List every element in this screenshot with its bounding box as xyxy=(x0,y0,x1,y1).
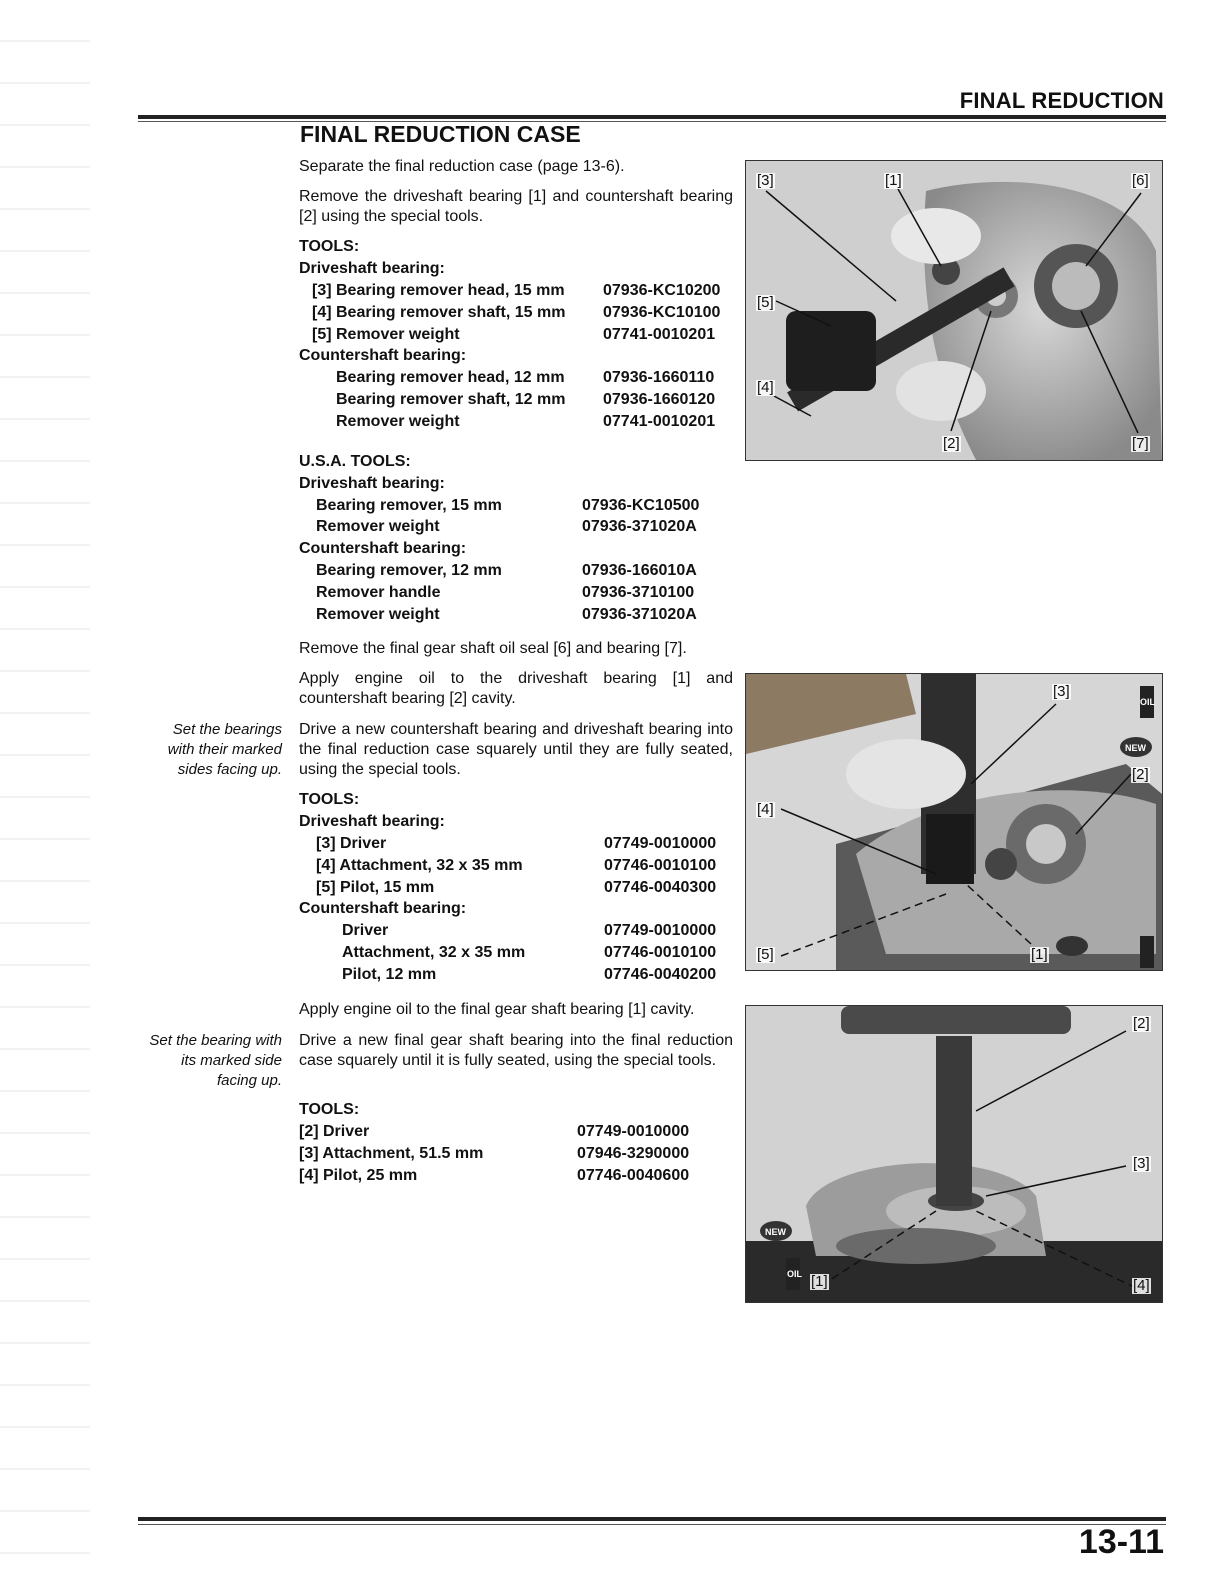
callout-label: [1] xyxy=(811,1273,828,1290)
tool-part-number: 07936-1660110 xyxy=(603,369,715,386)
tool-row xyxy=(299,1123,719,1145)
paragraph-drive-final-bearing: Drive a new final gear shaft bearing into the final reduction case squarely until it is fully seated, using the special tools. xyxy=(299,1032,733,1069)
tool-part-number: 07936-166010A xyxy=(582,562,697,579)
tool-name: [5] Pilot, 15 mm xyxy=(316,879,435,896)
usa-tools-heading: U.S.A. TOOLS: xyxy=(299,453,411,470)
tool-name: [3] Bearing remover head, 15 mm xyxy=(312,282,565,299)
tool-part-number: 07936-1660120 xyxy=(603,391,716,408)
tool-part-number: 07746-0040200 xyxy=(604,966,717,983)
tool-name: [3] Attachment, 51.5 mm xyxy=(299,1145,484,1162)
tool-part-number: 07749-0010000 xyxy=(604,922,717,939)
tool-row xyxy=(316,518,736,540)
side-note-bearings xyxy=(122,720,282,780)
paragraph-remove-oil-seal: Remove the final gear shaft oil seal [6] and bearing [7]. xyxy=(299,640,687,657)
tool-name: Remover handle xyxy=(316,584,441,601)
tool-name: [4] Pilot, 25 mm xyxy=(299,1167,418,1184)
tool-row xyxy=(342,944,742,966)
tool-row xyxy=(316,497,736,519)
paragraph-drive-bearings: Drive a new countershaft bearing and driveshaft bearing into the final reduction case squarely until they are fully seated, using the special tools. xyxy=(299,721,733,778)
tool-row xyxy=(312,304,742,326)
tool-name: Bearing remover head, 12 mm xyxy=(336,369,565,386)
footer-rule xyxy=(138,1517,1166,1521)
footer-rule-thin xyxy=(138,1524,1166,1525)
tool-row xyxy=(336,369,746,391)
paragraph-remove-bearings: Remove the driveshaft bearing [1] and countershaft bearing [2] using the special tools. xyxy=(299,188,733,225)
tool-part-number: 07936-371020A xyxy=(582,606,697,623)
header-rule xyxy=(138,115,1166,119)
side-note-line: sides facing up. xyxy=(177,761,282,778)
callout-label: [4] xyxy=(757,379,774,396)
tool-row xyxy=(316,606,736,628)
side-note-bearing xyxy=(122,1031,282,1091)
side-note-line: facing up. xyxy=(216,1072,282,1089)
figure-final-bearing-install-illustration xyxy=(746,1006,1162,1302)
callout-label: [4] xyxy=(1133,1277,1150,1294)
tool-name: Remover weight xyxy=(336,413,460,430)
tools-group-label: Countershaft bearing: xyxy=(299,347,467,364)
tool-row xyxy=(312,326,742,348)
tool-name: Driver xyxy=(342,922,389,939)
figure-bearing-install xyxy=(745,673,1163,971)
tool-part-number: 07741-0010201 xyxy=(603,326,716,343)
tools-group-label: Countershaft bearing: xyxy=(299,540,467,557)
callout-label: [2] xyxy=(1133,1015,1150,1032)
figure-bearing-removal-illustration xyxy=(746,161,1162,460)
tool-row xyxy=(299,1145,719,1167)
tools-group-label: Driveshaft bearing: xyxy=(299,260,445,277)
tool-part-number: 07936-KC10200 xyxy=(603,282,721,299)
tool-name: [2] Driver xyxy=(299,1123,370,1140)
tool-row xyxy=(316,584,736,606)
tool-name: [4] Attachment, 32 x 35 mm xyxy=(316,857,523,874)
tool-name: Pilot, 12 mm xyxy=(342,966,437,983)
callout-label: [5] xyxy=(757,294,774,311)
callout-label: [7] xyxy=(1132,435,1149,452)
callout-label: [4] xyxy=(757,801,774,818)
side-note-line: Set the bearing with xyxy=(149,1032,282,1049)
tool-part-number: 07936-371020A xyxy=(582,518,697,535)
scan-edge-noise xyxy=(0,0,90,1584)
tool-part-number: 07746-0040300 xyxy=(604,879,717,896)
callout-label: [1] xyxy=(885,172,902,189)
tool-row xyxy=(316,857,736,879)
tool-part-number: 07946-3290000 xyxy=(577,1145,690,1162)
oil-mark: OIL xyxy=(787,1269,802,1279)
tool-name: Bearing remover shaft, 12 mm xyxy=(336,391,566,408)
callout-label: [5] xyxy=(757,946,774,963)
tool-part-number: 07749-0010000 xyxy=(604,835,717,852)
paragraph-apply-oil-final: Apply engine oil to the final gear shaft bearing [1] cavity. xyxy=(299,1001,695,1018)
side-note-line: its marked side xyxy=(181,1052,282,1069)
side-note-line: with their marked xyxy=(167,741,282,758)
tools-group-label: Countershaft bearing: xyxy=(299,900,467,917)
tool-name: Remover weight xyxy=(316,606,440,623)
tool-part-number: 07936-3710100 xyxy=(582,584,695,601)
tools-group-label: Driveshaft bearing: xyxy=(299,475,445,492)
tool-part-number: 07741-0010201 xyxy=(603,413,716,430)
tool-name: Bearing remover, 12 mm xyxy=(316,562,502,579)
tool-row xyxy=(342,966,742,988)
tool-part-number: 07746-0040600 xyxy=(577,1167,690,1184)
tool-part-number: 07746-0010100 xyxy=(604,944,717,961)
header-rule-thin xyxy=(138,121,1166,122)
callout-label: [2] xyxy=(943,435,960,452)
tool-name: Attachment, 32 x 35 mm xyxy=(342,944,526,961)
page-number: 13-11 xyxy=(1078,1523,1164,1561)
tool-part-number: 07936-KC10500 xyxy=(582,497,700,514)
tool-row xyxy=(299,1167,719,1189)
tool-row xyxy=(336,391,746,413)
tools-heading: TOOLS: xyxy=(299,238,360,255)
tool-row xyxy=(316,562,736,584)
section-title: FINAL REDUCTION CASE xyxy=(300,121,581,147)
tools-group-label: Driveshaft bearing: xyxy=(299,813,445,830)
chapter-title: FINAL REDUCTION xyxy=(959,88,1164,113)
new-mark: NEW xyxy=(1125,743,1146,753)
tool-row xyxy=(316,879,736,901)
new-mark: NEW xyxy=(765,1227,786,1237)
tool-row xyxy=(316,835,736,857)
tool-name: Bearing remover, 15 mm xyxy=(316,497,502,514)
tool-row xyxy=(342,922,742,944)
paragraph-separate-case: Separate the final reduction case (page 13-6). xyxy=(299,158,625,175)
tool-row xyxy=(336,413,746,435)
callout-label: [3] xyxy=(757,172,774,189)
side-note-line: Set the bearings xyxy=(172,721,282,738)
tool-part-number: 07749-0010000 xyxy=(577,1123,690,1140)
tool-name: Remover weight xyxy=(316,518,440,535)
callout-label: [3] xyxy=(1053,683,1070,700)
figure-final-bearing-install xyxy=(745,1005,1163,1303)
tool-row xyxy=(312,282,742,304)
figure-bearing-removal xyxy=(745,160,1163,461)
paragraph-apply-oil: Apply engine oil to the driveshaft bearing [1] and countershaft bearing [2] cavity. xyxy=(299,670,733,707)
tool-part-number: 07936-KC10100 xyxy=(603,304,721,321)
tools-heading: TOOLS: xyxy=(299,791,360,808)
oil-mark: OIL xyxy=(1140,697,1155,707)
callout-label: [3] xyxy=(1133,1155,1150,1172)
tool-name: [3] Driver xyxy=(316,835,387,852)
tool-part-number: 07746-0010100 xyxy=(604,857,717,874)
callout-label: [6] xyxy=(1132,172,1149,189)
tool-name: [4] Bearing remover shaft, 15 mm xyxy=(312,304,566,321)
figure-bearing-install-illustration xyxy=(746,674,1162,970)
callout-label: [2] xyxy=(1132,766,1149,783)
callout-label: [1] xyxy=(1031,946,1048,963)
tools-heading: TOOLS: xyxy=(299,1101,360,1118)
tool-name: [5] Remover weight xyxy=(312,326,460,343)
